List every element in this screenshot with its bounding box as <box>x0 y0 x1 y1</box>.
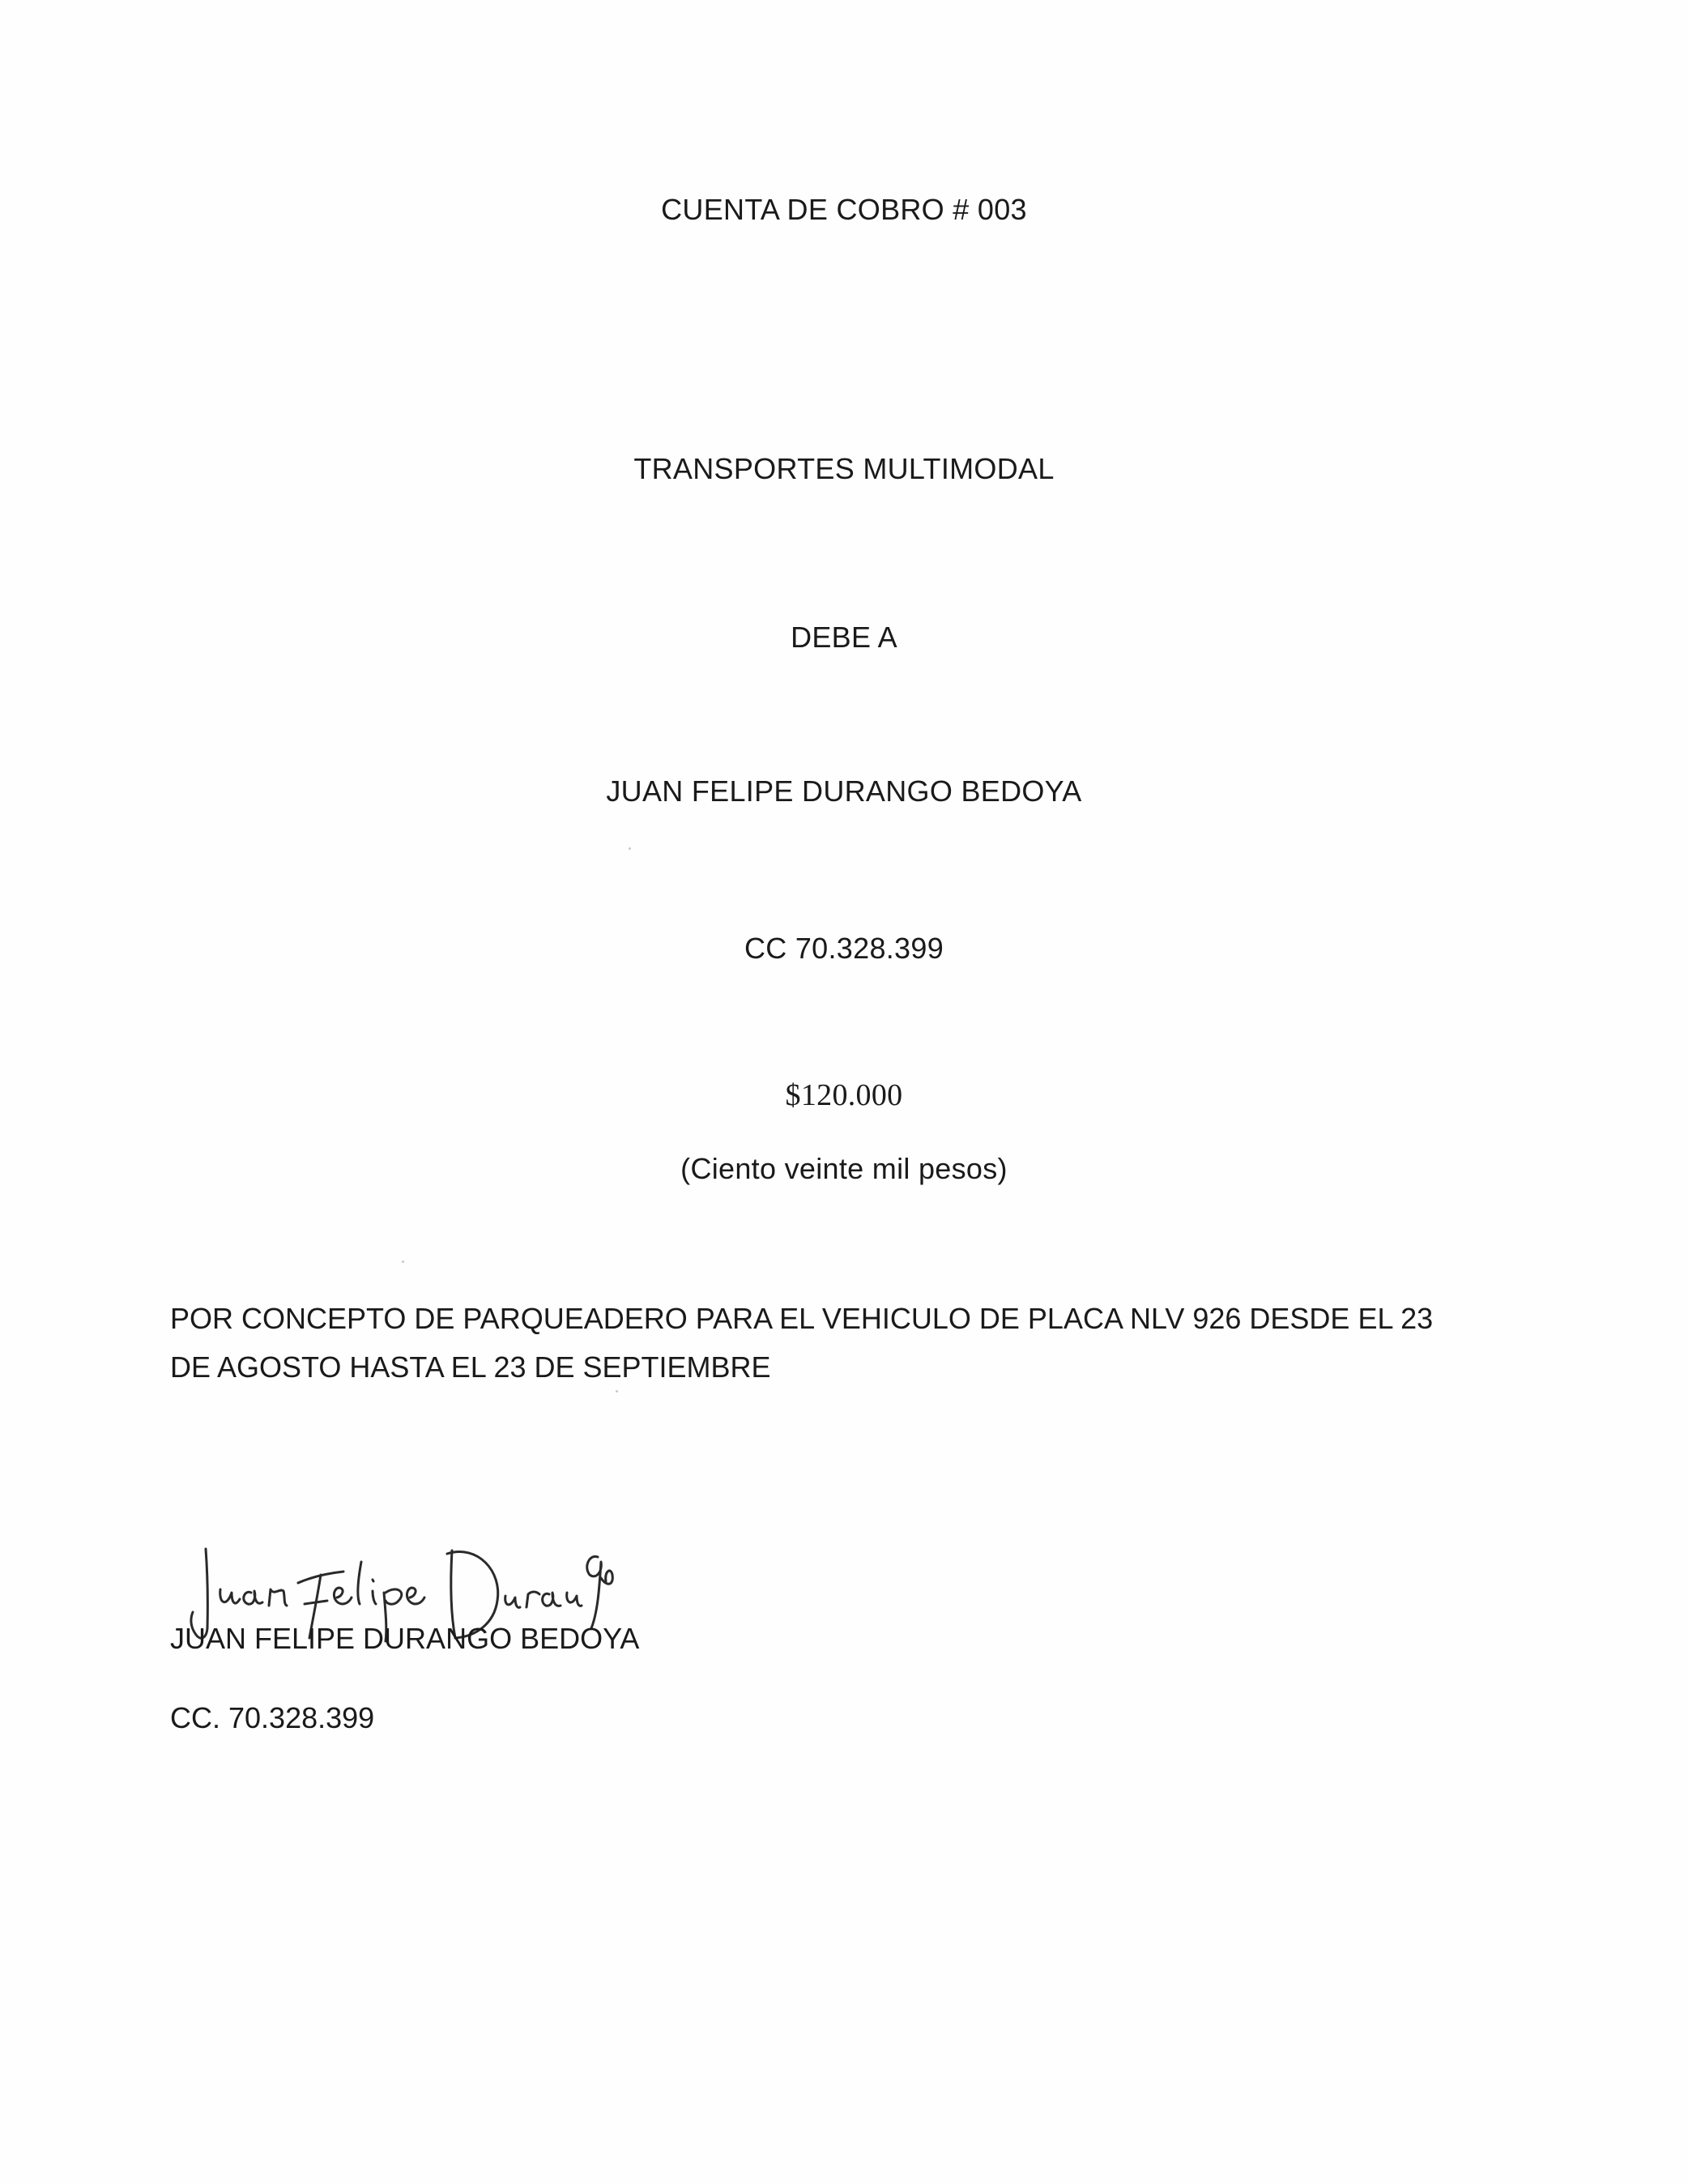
document-title: CUENTA DE COBRO # 003 <box>661 193 1027 226</box>
debtor-company: TRANSPORTES MULTIMODAL <box>633 452 1055 485</box>
scan-speck <box>616 1390 618 1393</box>
scan-speck <box>629 847 631 850</box>
scan-speck <box>402 1260 404 1263</box>
owes-to-label: DEBE A <box>791 621 897 654</box>
signatory-printed-name: JUAN FELIPE DURANGO BEDOYA <box>170 1622 640 1655</box>
creditor-id: CC 70.328.399 <box>744 932 944 965</box>
creditor-name: JUAN FELIPE DURANGO BEDOYA <box>606 774 1082 808</box>
amount-value: $120.000 <box>785 1078 903 1112</box>
amount-in-words: (Ciento veinte mil pesos) <box>680 1152 1008 1185</box>
payment-concept: POR CONCEPTO DE PARQUEADERO PARA EL VEHICULO DE PLACA NLV 926 DESDE EL 23 DE AGOSTO HASTA EL 23 DE SEPTIEMBRE <box>170 1302 1434 1384</box>
signature-block <box>170 1539 737 1669</box>
signatory-id: CC. 70.328.399 <box>170 1701 375 1734</box>
